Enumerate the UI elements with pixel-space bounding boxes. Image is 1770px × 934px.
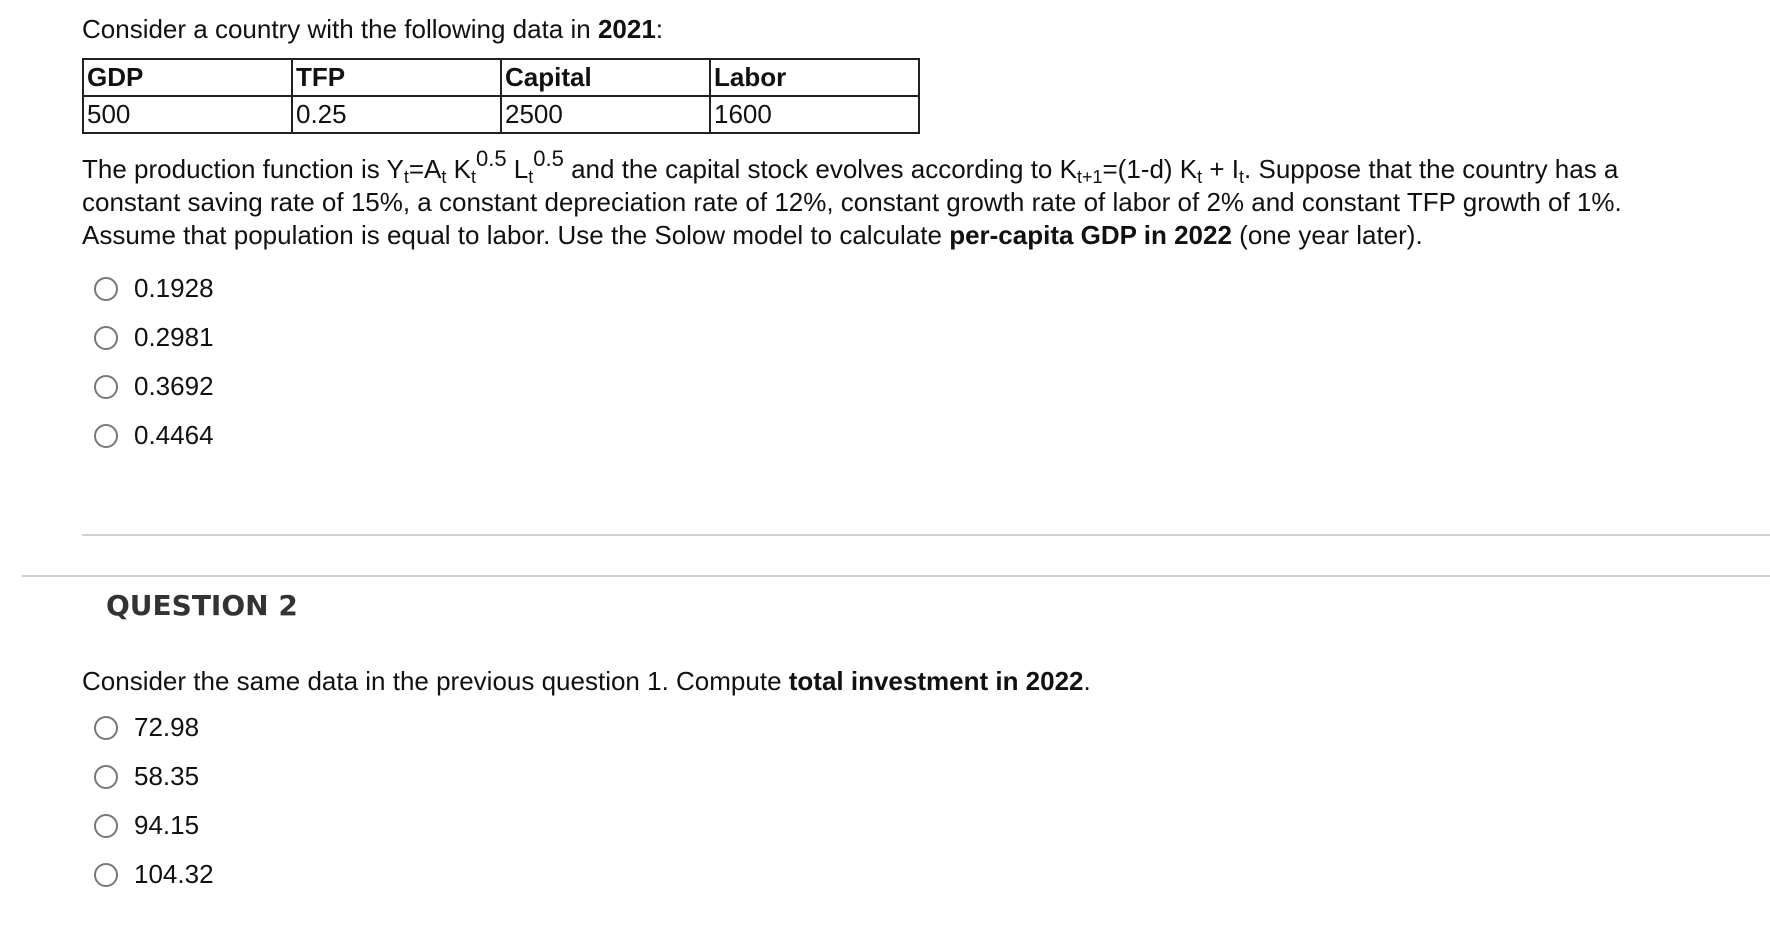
- question2-text: [82, 666, 1091, 697]
- table-cell-gdp: 500: [83, 96, 292, 133]
- subscript: t: [403, 167, 409, 187]
- answer-option[interactable]: [94, 703, 214, 752]
- question2-title: QUESTION 2: [106, 589, 298, 622]
- intro-text: Consider a country with the following data in: [82, 14, 598, 44]
- superscript: 0.5: [533, 146, 564, 171]
- table-cell-capital: 2500: [501, 96, 710, 133]
- answer-option[interactable]: [94, 411, 214, 460]
- option-label: 94.15: [134, 810, 200, 840]
- option-label: 0.2981: [134, 322, 214, 352]
- answer-option[interactable]: [94, 801, 214, 850]
- answer-option[interactable]: [94, 313, 214, 362]
- radio-button[interactable]: [94, 326, 118, 350]
- radio-button[interactable]: [94, 277, 118, 301]
- subscript: t: [470, 167, 476, 187]
- answer-option[interactable]: [94, 362, 214, 411]
- radio-button[interactable]: [94, 424, 118, 448]
- radio-button[interactable]: [94, 716, 118, 740]
- body-text: Consider the same data in the previous question 1. Compute: [82, 666, 789, 696]
- option-label: 104.32: [134, 859, 214, 889]
- subscript: t+1: [1076, 167, 1103, 187]
- subscript: t: [441, 167, 447, 187]
- table-row: [83, 96, 919, 133]
- option-label: 0.3692: [134, 371, 214, 401]
- intro-year: 2021: [597, 14, 656, 44]
- question1-intro: [82, 14, 663, 45]
- section-divider: [22, 575, 1770, 577]
- table-cell-tfp: 0.25: [292, 96, 501, 133]
- radio-button[interactable]: [94, 375, 118, 399]
- answer-option[interactable]: [94, 264, 214, 313]
- radio-button[interactable]: [94, 863, 118, 887]
- answer-option[interactable]: [94, 850, 214, 899]
- body-bold-text: per-capita GDP in 2022: [949, 220, 1232, 250]
- table-header-labor: Labor: [710, 59, 919, 96]
- subscript: t: [1197, 167, 1203, 187]
- body-text: (one year later).: [1231, 220, 1423, 250]
- superscript: 0.5: [475, 146, 507, 171]
- body-text: . Suppose that the country has a constant saving rate of 15%, a constant depreciation rate of 12%, constant growth rate of labor of 2% and constant TFP growth of 1%. Assume that population is equal to labor. Use the Solow model to calculate: [82, 154, 1622, 250]
- subscript: t: [528, 167, 534, 187]
- data-table: [82, 58, 920, 134]
- option-label: 0.4464: [134, 420, 214, 450]
- body-text: K: [446, 154, 471, 184]
- body-text: =(1-d) K: [1102, 154, 1198, 184]
- body-text: =A: [408, 154, 442, 184]
- table-cell-labor: 1600: [710, 96, 919, 133]
- question1-options: [94, 264, 214, 460]
- question1-body: [82, 146, 1702, 252]
- divider: [82, 534, 1770, 536]
- option-label: 72.98: [134, 712, 200, 742]
- radio-button[interactable]: [94, 765, 118, 789]
- table-header-capital: Capital: [501, 59, 710, 96]
- body-bold-text: total investment in 2022: [788, 666, 1084, 696]
- body-text: The production function is Y: [82, 154, 404, 184]
- answer-option[interactable]: [94, 752, 214, 801]
- table-header-tfp: TFP: [292, 59, 501, 96]
- body-text: and the capital stock evolves according to K: [563, 154, 1077, 184]
- question2-options: [94, 703, 214, 899]
- table-header-gdp: GDP: [83, 59, 292, 96]
- option-label: 58.35: [134, 761, 200, 791]
- body-text: + I: [1202, 154, 1240, 184]
- subscript: t: [1239, 167, 1245, 187]
- option-label: 0.1928: [134, 273, 214, 303]
- radio-button[interactable]: [94, 814, 118, 838]
- table-header-row: [83, 59, 919, 96]
- body-text: .: [1083, 666, 1091, 696]
- intro-colon: :: [655, 14, 664, 44]
- body-text: L: [506, 154, 529, 184]
